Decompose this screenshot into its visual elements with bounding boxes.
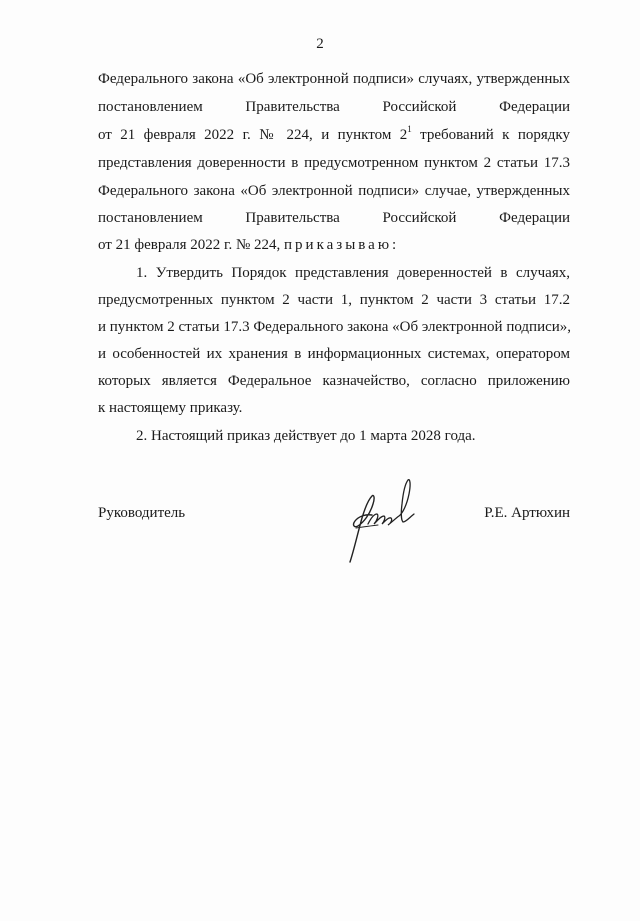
text-line: 1. Утвердить Порядок представления доверенностей в случаях, [136,265,570,281]
superscript: 1 [407,124,412,134]
text-line: к настоящему приказу. [98,400,243,416]
text-fragment: требований к порядку [411,127,571,143]
text-fragment: от 21 февраля 2022 г. № 224, и пунктом 2 [98,127,408,143]
text-line: представления доверенности в предусмотренном пунктом 2 статьи 17.3 [98,155,570,171]
handwritten-signature [328,470,428,570]
page-number: 2 [316,36,324,52]
order-word: приказываю: [284,237,400,253]
text-line: и особенностей их хранения в информационных системах, оператором [98,346,570,362]
signature-block [98,505,570,575]
text-line: и пунктом 2 статьи 17.3 Федерального закона «Об электронной подписи», [98,319,572,335]
text-line [98,236,570,254]
text-line: постановлением Правительства Российской Федерации [98,210,570,226]
text-line [98,126,570,144]
signer-name: Р.Е. Артюхин [484,505,570,521]
text-line: постановлением Правительства Российской Федерации [98,99,570,115]
text-line: Федерального закона «Об электронной подписи» случае, утвержденных [98,183,570,199]
text-line: 2. Настоящий приказ действует до 1 марта 2028 года. [136,428,476,444]
text-line: предусмотренных пунктом 2 части 1, пунктом 2 части 3 статьи 17.2 [98,292,570,308]
text-fragment: от 21 февраля 2022 г. № 224, [98,237,285,253]
text-line: которых является Федеральное казначейство, согласно приложению [98,373,570,389]
text-line: Федерального закона «Об электронной подписи» случаях, утвержденных [98,71,570,87]
signer-title: Руководитель [98,505,186,521]
